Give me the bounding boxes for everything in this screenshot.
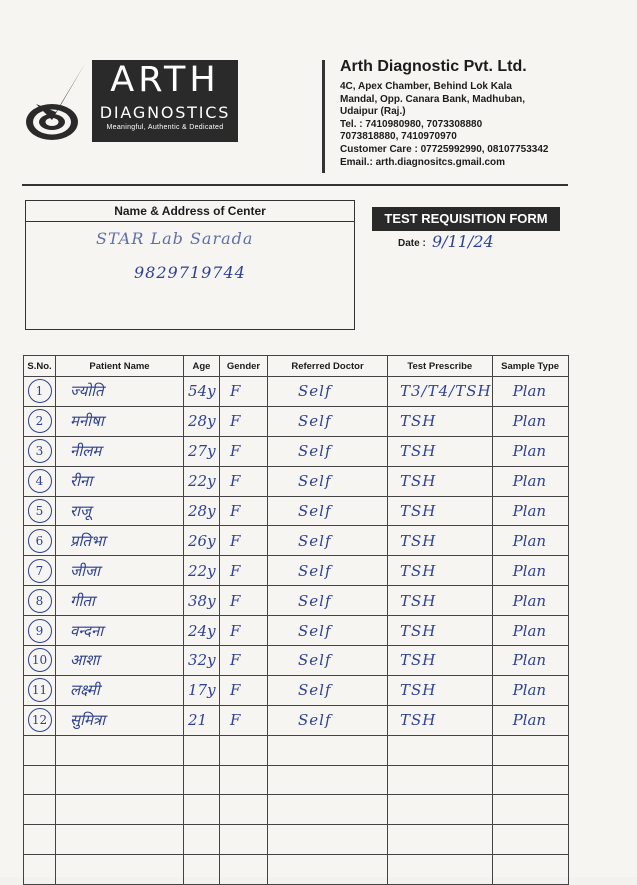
cell-gender: F xyxy=(220,496,268,526)
cell-sample-type: Plan xyxy=(492,496,568,526)
empty-cell xyxy=(388,765,493,795)
cell-test: TSH xyxy=(388,466,493,496)
empty-cell xyxy=(268,795,388,825)
cell-patient-name: जीजा xyxy=(56,556,184,586)
cell-test: TSH xyxy=(388,556,493,586)
table-header-row xyxy=(24,356,569,377)
cell-gender: F xyxy=(220,616,268,646)
logo-subtitle: DIAGNOSTICS xyxy=(99,103,231,122)
cell-referred-doctor: Self xyxy=(268,616,388,646)
patient-table xyxy=(23,355,569,885)
cell-age: 24y xyxy=(184,616,220,646)
cell-sno xyxy=(24,705,56,735)
empty-cell xyxy=(268,735,388,765)
cell-patient-name: प्रतिभा xyxy=(56,526,184,556)
cell-gender: F xyxy=(220,526,268,556)
empty-cell xyxy=(184,795,220,825)
cell-sample-type: Plan xyxy=(492,675,568,705)
center-heading: Name & Address of Center xyxy=(26,201,354,222)
serial-number-circle: 2 xyxy=(28,409,52,433)
cell-age: 22y xyxy=(184,466,220,496)
company-info xyxy=(340,58,630,169)
cell-test: TSH xyxy=(388,646,493,676)
cell-sno xyxy=(24,675,56,705)
empty-cell xyxy=(24,825,56,855)
cell-test: TSH xyxy=(388,586,493,616)
empty-cell xyxy=(24,765,56,795)
empty-cell xyxy=(220,795,268,825)
empty-table-row xyxy=(24,855,569,885)
empty-cell xyxy=(184,825,220,855)
cell-sample-type: Plan xyxy=(492,646,568,676)
cell-age: 27y xyxy=(184,436,220,466)
table-row xyxy=(24,436,569,466)
cell-sno xyxy=(24,556,56,586)
cell-gender: F xyxy=(220,466,268,496)
cell-sno xyxy=(24,466,56,496)
telephone-line-1: Tel. : 7410980980, 7073308880 xyxy=(340,118,483,130)
cell-age: 26y xyxy=(184,526,220,556)
empty-cell xyxy=(184,765,220,795)
cell-gender: F xyxy=(220,406,268,436)
empty-cell xyxy=(220,765,268,795)
cell-sno xyxy=(24,586,56,616)
serial-number-circle: 4 xyxy=(28,469,52,493)
empty-cell xyxy=(388,825,493,855)
empty-cell xyxy=(268,855,388,885)
empty-cell xyxy=(56,735,184,765)
empty-cell xyxy=(388,855,493,885)
empty-cell xyxy=(56,765,184,795)
cell-sample-type: Plan xyxy=(492,466,568,496)
logo-wordmark: ARTH xyxy=(110,60,220,100)
cell-patient-name: मनीषा xyxy=(56,406,184,436)
serial-number-circle: 8 xyxy=(28,589,52,613)
empty-cell xyxy=(492,765,568,795)
empty-cell xyxy=(268,765,388,795)
empty-cell xyxy=(388,735,493,765)
empty-cell xyxy=(220,825,268,855)
header-divider xyxy=(322,60,325,173)
table-row xyxy=(24,586,569,616)
cell-test: TSH xyxy=(388,526,493,556)
cell-sample-type: Plan xyxy=(492,705,568,735)
serial-number-circle: 3 xyxy=(28,439,52,463)
cell-gender: F xyxy=(220,675,268,705)
table-row xyxy=(24,675,569,705)
empty-table-row xyxy=(24,825,569,855)
serial-number-circle: 9 xyxy=(28,619,52,643)
empty-cell xyxy=(220,735,268,765)
cell-referred-doctor: Self xyxy=(268,586,388,616)
cell-sample-type: Plan xyxy=(492,616,568,646)
cell-test: TSH xyxy=(388,496,493,526)
empty-cell xyxy=(24,795,56,825)
cell-age: 28y xyxy=(184,406,220,436)
cell-age: 22y xyxy=(184,556,220,586)
cell-referred-doctor: Self xyxy=(268,406,388,436)
empty-cell xyxy=(56,825,184,855)
header-test-prescribe: Test Prescribe xyxy=(388,356,493,377)
empty-cell xyxy=(492,735,568,765)
customer-care: Customer Care : 07725992990, 08107753342 xyxy=(340,143,549,155)
empty-cell xyxy=(56,795,184,825)
cell-age: 54y xyxy=(184,377,220,407)
cell-patient-name: लक्ष्मी xyxy=(56,675,184,705)
cell-test: TSH xyxy=(388,705,493,735)
empty-cell xyxy=(492,825,568,855)
brand-logo xyxy=(92,60,238,142)
header-sample-type: Sample Type xyxy=(492,356,568,377)
header-rule xyxy=(22,184,568,186)
cell-patient-name: रीना xyxy=(56,466,184,496)
empty-cell xyxy=(492,795,568,825)
header-gender: Gender xyxy=(220,356,268,377)
cell-sno xyxy=(24,406,56,436)
table-row xyxy=(24,705,569,735)
cell-test: TSH xyxy=(388,675,493,705)
header-referred-doctor: Referred Doctor xyxy=(268,356,388,377)
empty-cell xyxy=(24,735,56,765)
date-value: 9/11/24 xyxy=(432,232,494,251)
cell-gender: F xyxy=(220,377,268,407)
empty-cell xyxy=(184,735,220,765)
serial-number-circle: 10 xyxy=(28,648,52,672)
cell-referred-doctor: Self xyxy=(268,556,388,586)
table-row xyxy=(24,406,569,436)
empty-table-row xyxy=(24,735,569,765)
empty-cell xyxy=(184,855,220,885)
cell-sample-type: Plan xyxy=(492,436,568,466)
empty-cell xyxy=(220,855,268,885)
logo-tagline: Meaningful, Authentic & Dedicated xyxy=(106,124,224,131)
cell-patient-name: सुमित्रा xyxy=(56,705,184,735)
cell-gender: F xyxy=(220,705,268,735)
cell-test: TSH xyxy=(388,406,493,436)
cell-sample-type: Plan xyxy=(492,586,568,616)
cell-referred-doctor: Self xyxy=(268,526,388,556)
cell-age: 17y xyxy=(184,675,220,705)
cell-gender: F xyxy=(220,586,268,616)
table-row xyxy=(24,377,569,407)
table-row xyxy=(24,496,569,526)
header-sno: S.No. xyxy=(24,356,56,377)
cell-sno xyxy=(24,616,56,646)
cell-sno xyxy=(24,496,56,526)
table-row xyxy=(24,556,569,586)
cell-patient-name: ज्योति xyxy=(56,377,184,407)
cell-age: 38y xyxy=(184,586,220,616)
cell-age: 28y xyxy=(184,496,220,526)
cell-sample-type: Plan xyxy=(492,377,568,407)
telephone-line-2: 7073818880, 7410970970 xyxy=(340,131,457,143)
serial-number-circle: 7 xyxy=(28,559,52,583)
cell-patient-name: नीलम xyxy=(56,436,184,466)
address-line-2: Mandal, Opp. Canara Bank, Madhuban, xyxy=(340,93,526,105)
empty-table-row xyxy=(24,765,569,795)
cell-sno xyxy=(24,526,56,556)
empty-cell xyxy=(56,855,184,885)
serial-number-circle: 1 xyxy=(28,379,52,403)
cell-gender: F xyxy=(220,556,268,586)
center-phone-handwritten: 9829719744 xyxy=(134,263,246,282)
form-title: TEST REQUISITION FORM xyxy=(372,207,560,231)
table-row xyxy=(24,466,569,496)
table-row xyxy=(24,646,569,676)
cell-referred-doctor: Self xyxy=(268,466,388,496)
address-line-1: 4C, Apex Chamber, Behind Lok Kala xyxy=(340,81,512,92)
cell-test: TSH xyxy=(388,616,493,646)
company-email: Email.: arth.diagnositcs.gmail.com xyxy=(340,156,506,168)
serial-number-circle: 6 xyxy=(28,529,52,553)
cell-patient-name: राजू xyxy=(56,496,184,526)
cell-referred-doctor: Self xyxy=(268,436,388,466)
serial-number-circle: 12 xyxy=(28,708,52,732)
cell-referred-doctor: Self xyxy=(268,377,388,407)
center-name-handwritten: STAR Lab Sarada xyxy=(96,229,254,248)
table-row xyxy=(24,616,569,646)
cell-age: 32y xyxy=(184,646,220,676)
table-row xyxy=(24,526,569,556)
company-name: Arth Diagnostic Pvt. Ltd. xyxy=(340,58,527,75)
cell-patient-name: गीता xyxy=(56,586,184,616)
cell-referred-doctor: Self xyxy=(268,705,388,735)
date-label: Date : xyxy=(398,238,426,249)
serial-number-circle: 11 xyxy=(28,678,52,702)
cell-referred-doctor: Self xyxy=(268,646,388,676)
empty-cell xyxy=(24,855,56,885)
cell-sample-type: Plan xyxy=(492,556,568,586)
header-patient-name: Patient Name xyxy=(56,356,184,377)
cell-sample-type: Plan xyxy=(492,406,568,436)
address-line-3: Udaipur (Raj.) xyxy=(340,106,406,118)
cell-age: 21 xyxy=(184,705,220,735)
cell-sample-type: Plan xyxy=(492,526,568,556)
empty-cell xyxy=(268,825,388,855)
empty-cell xyxy=(492,855,568,885)
cell-gender: F xyxy=(220,436,268,466)
empty-table-row xyxy=(24,795,569,825)
cell-test: T3/T4/TSH xyxy=(388,377,493,407)
cell-test: TSH xyxy=(388,436,493,466)
cell-patient-name: वन्दना xyxy=(56,616,184,646)
empty-cell xyxy=(388,795,493,825)
cell-gender: F xyxy=(220,646,268,676)
cell-sno xyxy=(24,377,56,407)
target-check-icon xyxy=(22,60,100,144)
header-age: Age xyxy=(184,356,220,377)
cell-sno xyxy=(24,646,56,676)
serial-number-circle: 5 xyxy=(28,499,52,523)
cell-sno xyxy=(24,436,56,466)
center-details-box xyxy=(25,200,355,330)
cell-referred-doctor: Self xyxy=(268,496,388,526)
cell-referred-doctor: Self xyxy=(268,675,388,705)
cell-patient-name: आशा xyxy=(56,646,184,676)
